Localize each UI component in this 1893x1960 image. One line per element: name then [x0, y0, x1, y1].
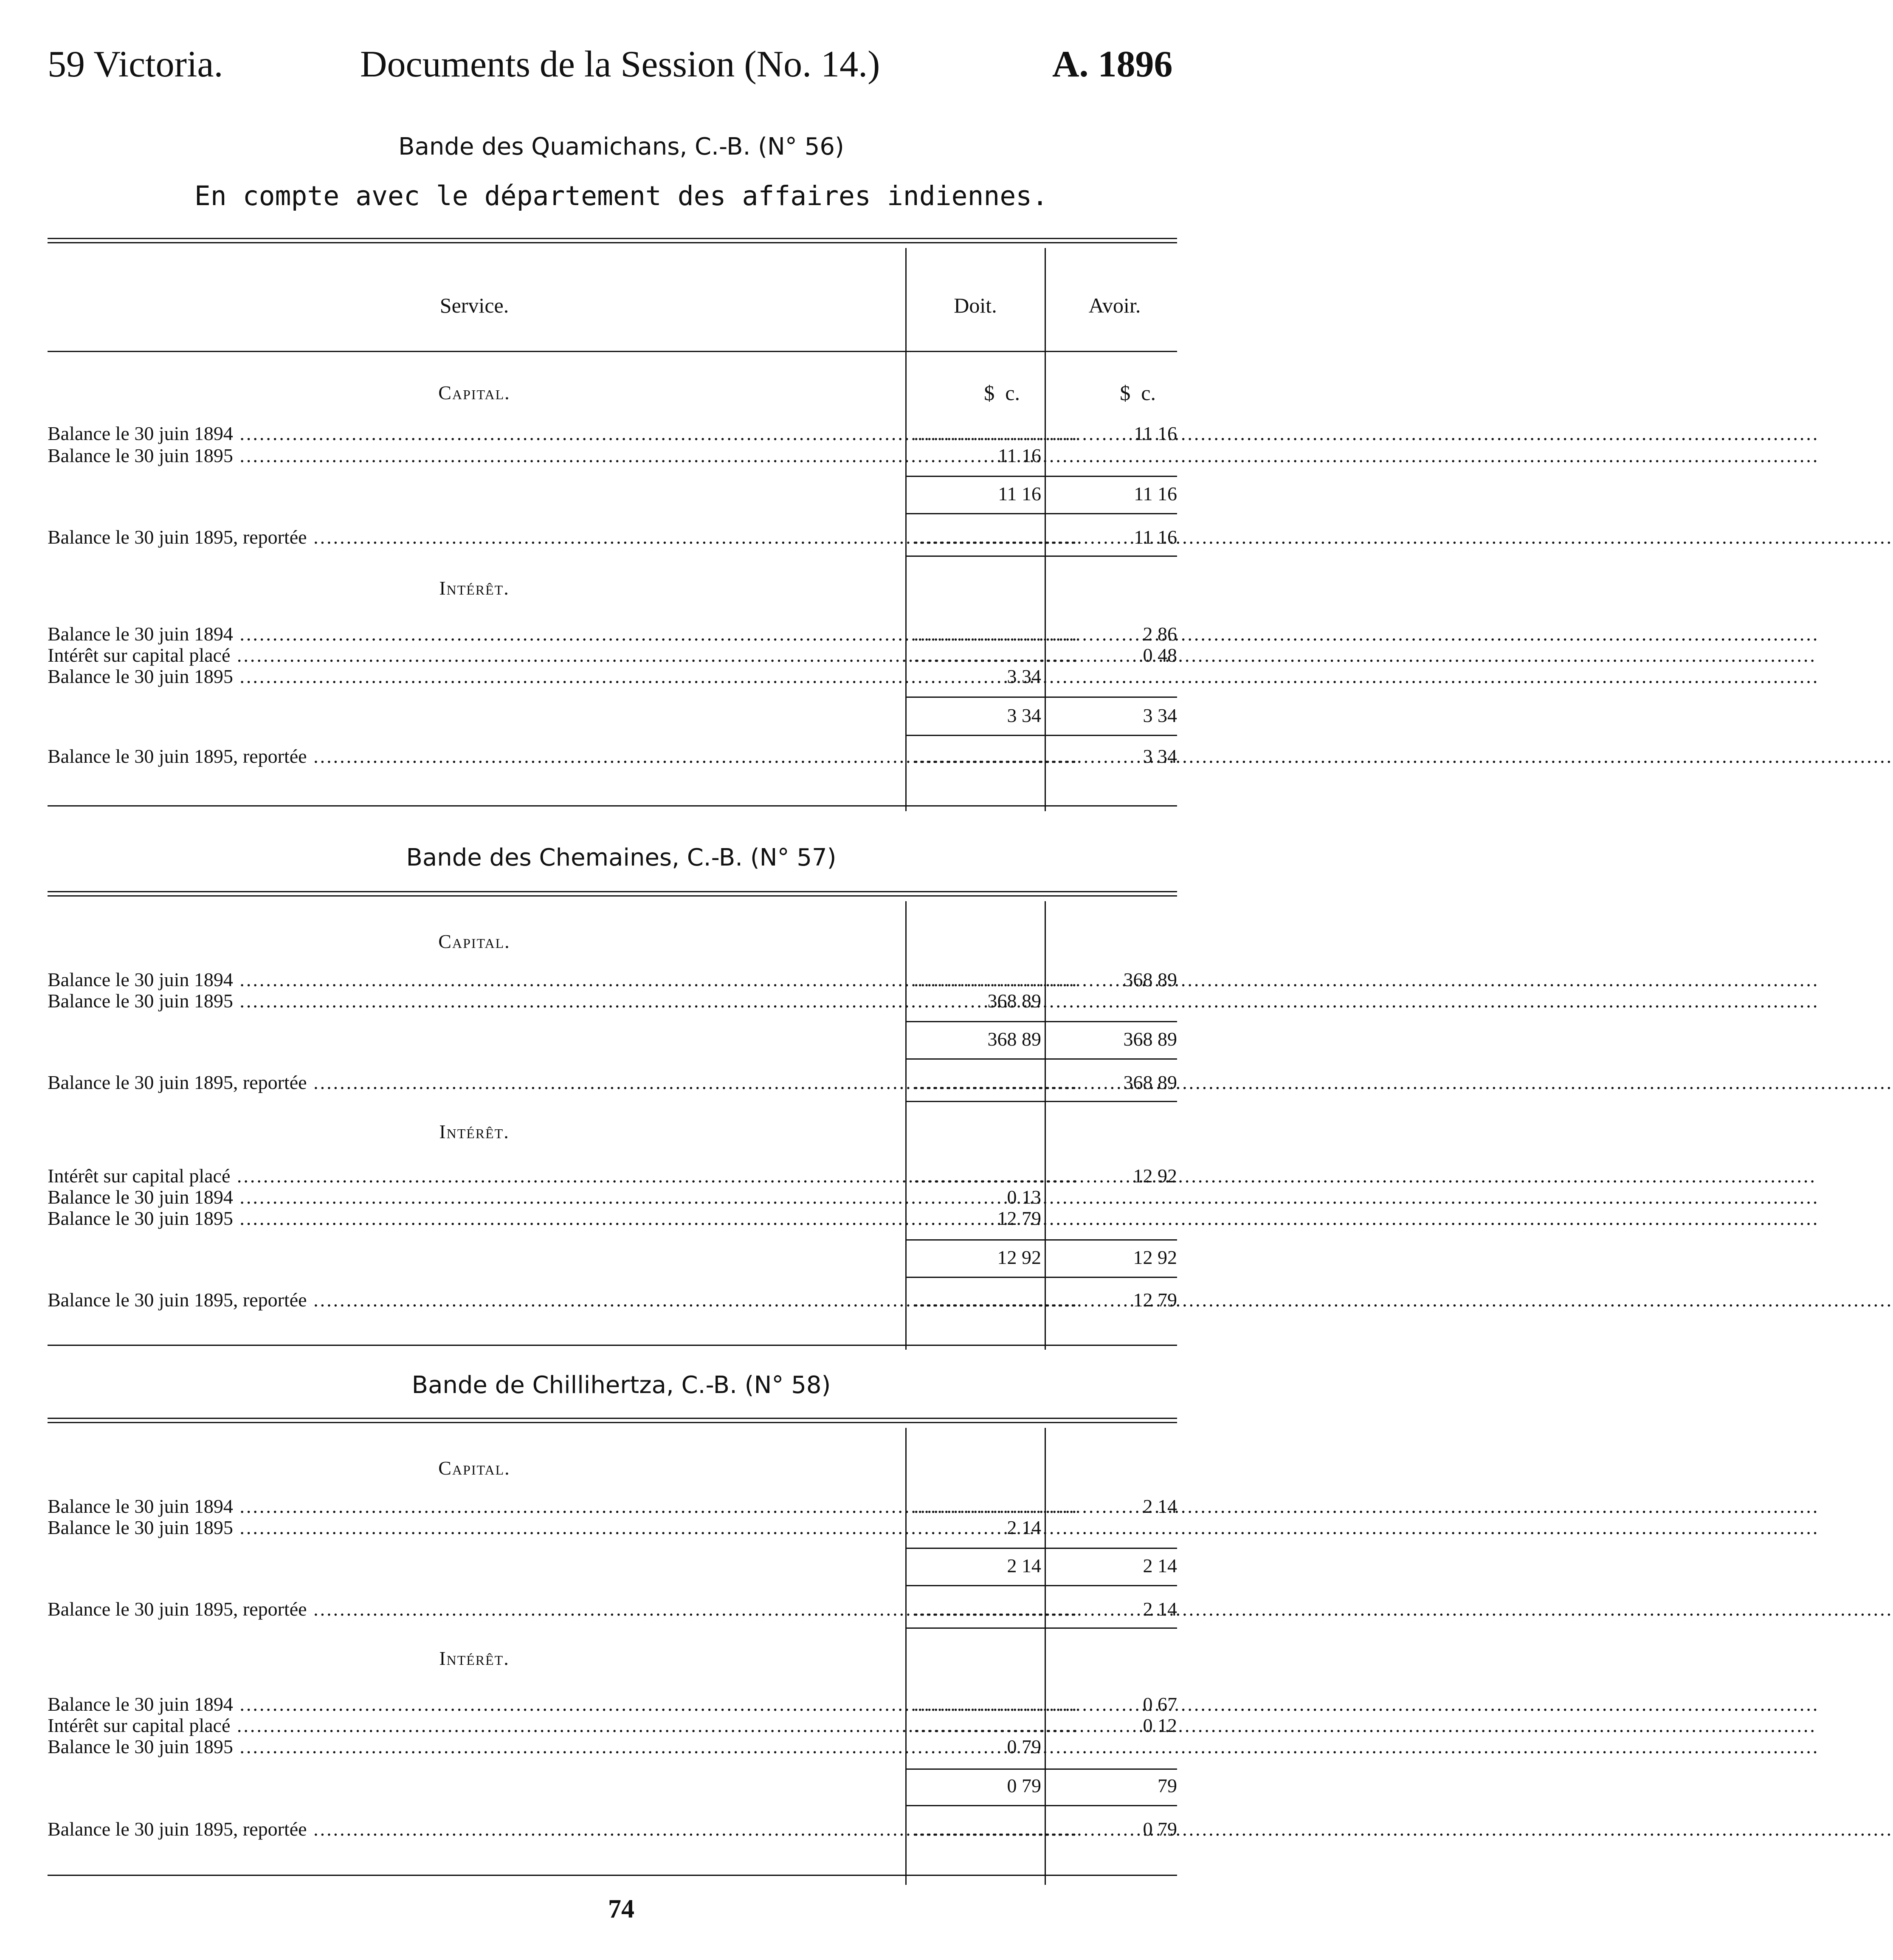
avoir-total: 368 89 — [1123, 1028, 1177, 1050]
carry-rule — [905, 1101, 1177, 1102]
empty-doit-leader: ......................... — [914, 526, 1079, 548]
table-row — [48, 645, 1177, 666]
avoir-value: 0 48 — [1143, 644, 1177, 666]
avoir-value: 0 12 — [1143, 1715, 1177, 1736]
carry-row — [48, 746, 1177, 767]
doit-total: 368 89 — [987, 1028, 1041, 1050]
carry-row — [48, 527, 1177, 548]
empty-doit-leader: ......................... — [914, 1289, 1079, 1311]
empty-doit-leader: ......................... — [914, 1072, 1079, 1093]
empty-doit-leader: ......................... — [914, 745, 1079, 767]
avoir-value: 368 89 — [1123, 969, 1177, 990]
row-label: Balance le 30 juin 1894 ..... — [48, 1496, 901, 1517]
avoir-value: 11 16 — [1134, 423, 1177, 444]
row-label: Balance le 30 juin 1894 ..... — [48, 1694, 901, 1715]
table-row — [48, 1496, 1177, 1517]
row-label: Balance le 30 juin 1894 ..... — [48, 623, 901, 645]
interet-heading: Intérêt. — [439, 1647, 510, 1669]
table-row — [48, 990, 1177, 1012]
row-label: Intérêt sur capital placé ..... — [48, 645, 901, 666]
total-rule — [905, 1058, 1177, 1060]
table-bottom-rule — [48, 1875, 1177, 1876]
doit-value: 0 13 — [1007, 1186, 1041, 1208]
totals-row — [48, 705, 1177, 726]
column-header-avoir: Avoir. — [1088, 293, 1141, 317]
table-row — [48, 1736, 1177, 1757]
row-label: Balance le 30 juin 1895, reportée ..... — [48, 746, 901, 767]
section-title-57: Bande des Chemaines, C.-B. (N° 57) — [406, 844, 837, 871]
totals-row — [48, 1775, 1177, 1796]
doit-total: 12 92 — [997, 1247, 1041, 1268]
avoir-value: 3 34 — [1143, 745, 1177, 767]
avoir-total: 11 16 — [1134, 483, 1177, 505]
table-row — [48, 1694, 1177, 1715]
row-label: Balance le 30 juin 1895 ..... — [48, 445, 901, 466]
row-label: Balance le 30 juin 1895 ..... — [48, 1736, 901, 1757]
avoir-value: 2 86 — [1143, 623, 1177, 645]
doit-total: 2 14 — [1007, 1555, 1041, 1576]
row-label: Balance le 30 juin 1895, reportée ..... — [48, 1599, 901, 1620]
row-label: Intérêt sur capital placé ..... — [48, 1715, 901, 1736]
table-row — [48, 623, 1177, 645]
row-label: Balance le 30 juin 1895, reportée ..... — [48, 1289, 901, 1311]
doit-value: 368 89 — [987, 990, 1041, 1012]
carry-rule — [905, 556, 1177, 557]
avoir-value: 368 89 — [1123, 1072, 1177, 1093]
header-right: A. 1896 — [1052, 44, 1173, 85]
avoir-value: 12 79 — [1133, 1289, 1177, 1311]
table-row — [48, 1517, 1177, 1538]
row-label: Balance le 30 juin 1895 ..... — [48, 990, 901, 1012]
empty-doit-leader: ......................... — [914, 1165, 1079, 1187]
unit-doit — [893, 381, 1020, 405]
empty-doit-leader: ......................... — [914, 1598, 1079, 1620]
doit-value: 2 14 — [1007, 1517, 1041, 1538]
carry-row — [48, 1599, 1177, 1620]
avoir-total: 3 34 — [1143, 705, 1177, 726]
section-title-58: Bande de Chillihertza, C.-B. (N° 58) — [411, 1371, 831, 1399]
capital-heading: Capital. — [438, 382, 510, 403]
empty-doit-leader: ......................... — [914, 1495, 1079, 1517]
table-top-rule — [48, 1418, 1177, 1423]
row-label: Balance le 30 juin 1894 ..... — [48, 969, 901, 990]
carry-row — [48, 1819, 1177, 1840]
total-rule — [905, 1805, 1177, 1806]
subtotal-rule — [905, 697, 1177, 698]
table-row — [48, 423, 1177, 444]
unit-avoir — [1028, 381, 1156, 405]
table-top-rule — [48, 891, 1177, 897]
carry-row — [48, 1289, 1177, 1311]
empty-doit-leader: ......................... — [914, 623, 1079, 645]
empty-doit-leader: ......................... — [914, 423, 1079, 444]
subtotal-rule — [905, 1768, 1177, 1770]
subtotal-rule — [905, 1548, 1177, 1549]
table-row — [48, 1208, 1177, 1229]
row-label: Balance le 30 juin 1895, reportée ..... — [48, 1819, 901, 1840]
header-rule — [48, 351, 1177, 352]
subtotal-rule — [905, 1021, 1177, 1022]
table-row — [48, 1187, 1177, 1208]
table-row — [48, 1715, 1177, 1736]
total-rule — [905, 513, 1177, 514]
avoir-value: 0 79 — [1143, 1818, 1177, 1840]
unit-dollar: $ — [1120, 381, 1131, 405]
totals-row — [48, 483, 1177, 505]
doit-value: 11 16 — [998, 445, 1041, 466]
totals-row — [48, 1029, 1177, 1050]
avoir-value: 11 16 — [1134, 526, 1177, 548]
row-label: Balance le 30 juin 1895 ..... — [48, 1517, 901, 1538]
table-row — [48, 969, 1177, 990]
interet-heading: Intérêt. — [439, 577, 510, 599]
total-rule — [905, 1277, 1177, 1278]
interet-heading: Intérêt. — [439, 1121, 510, 1142]
table-row — [48, 1165, 1177, 1187]
doit-total: 3 34 — [1007, 705, 1041, 726]
header-center: Documents de la Session (No. 14.) — [360, 44, 880, 85]
column-header-service: Service. — [439, 293, 509, 317]
empty-doit-leader: ......................... — [914, 969, 1079, 990]
subtotal-rule — [905, 1239, 1177, 1241]
row-label: Balance le 30 juin 1895, reportée ..... — [48, 527, 901, 548]
row-label: Balance le 30 juin 1895 ..... — [48, 666, 901, 687]
account-subtitle: En compte avec le département des affaires indiennes. — [194, 180, 1048, 212]
capital-heading: Capital. — [438, 1457, 510, 1479]
avoir-value: 2 14 — [1143, 1598, 1177, 1620]
page-number: 74 — [608, 1895, 634, 1923]
header-left: 59 Victoria. — [48, 44, 223, 85]
doit-value: 0 79 — [1007, 1736, 1041, 1757]
carry-rule — [905, 1627, 1177, 1629]
row-label: Balance le 30 juin 1895, reportée ..... — [48, 1072, 901, 1093]
avoir-value: 2 14 — [1143, 1495, 1177, 1517]
doit-value: 3 34 — [1007, 666, 1041, 687]
table-top-rule — [48, 238, 1177, 243]
unit-cent: c. — [1005, 381, 1020, 405]
empty-doit-leader: ......................... — [914, 1693, 1079, 1715]
avoir-total: 12 92 — [1133, 1247, 1177, 1268]
row-label: Balance le 30 juin 1895 ..... — [48, 1208, 901, 1229]
row-label: Balance le 30 juin 1894 ..... — [48, 1187, 901, 1208]
account-table-58 — [48, 1418, 1177, 1885]
empty-doit-leader: ......................... — [914, 644, 1079, 666]
empty-doit-leader: ......................... — [914, 1715, 1079, 1736]
avoir-total: 2 14 — [1143, 1555, 1177, 1576]
avoir-total: 79 — [1158, 1775, 1177, 1796]
row-label: Intérêt sur capital placé ..... — [48, 1165, 901, 1187]
totals-row — [48, 1555, 1177, 1576]
capital-heading: Capital. — [438, 931, 510, 952]
table-row — [48, 666, 1177, 687]
column-header-doit: Doit. — [954, 293, 997, 317]
empty-doit-leader: ......................... — [914, 1818, 1079, 1840]
table-bottom-rule — [48, 1345, 1177, 1346]
avoir-value: 0 67 — [1143, 1693, 1177, 1715]
total-rule — [905, 735, 1177, 736]
doit-total: 0 79 — [1007, 1775, 1041, 1796]
table-row — [48, 445, 1177, 466]
unit-cent: c. — [1141, 381, 1156, 405]
carry-row — [48, 1072, 1177, 1093]
subtotal-rule — [905, 476, 1177, 477]
unit-dollar: $ — [984, 381, 995, 405]
section-title-56: Bande des Quamichans, C.-B. (N° 56) — [398, 133, 844, 161]
account-table-56 — [48, 238, 1177, 811]
doit-total: 11 16 — [998, 483, 1041, 505]
totals-row — [48, 1247, 1177, 1268]
table-bottom-rule — [48, 805, 1177, 807]
doit-value: 12 79 — [997, 1207, 1041, 1229]
avoir-value: 12 92 — [1133, 1165, 1177, 1187]
total-rule — [905, 1585, 1177, 1586]
row-label: Balance le 30 juin 1894 ..... — [48, 423, 901, 444]
account-table-57 — [48, 891, 1177, 1350]
